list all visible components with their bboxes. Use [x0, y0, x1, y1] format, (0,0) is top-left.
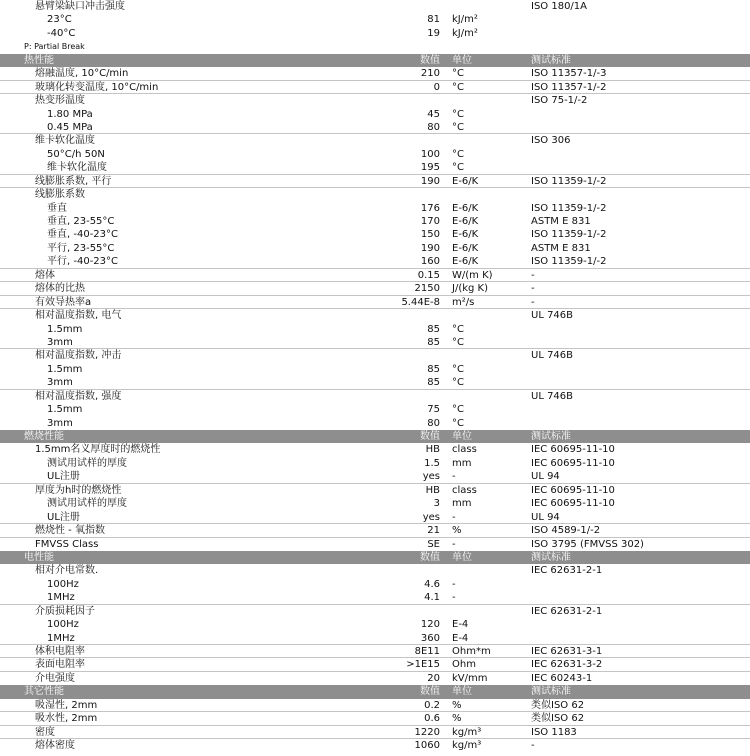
property-name: 1.5mm: [47, 404, 83, 416]
test-standard: UL 746B: [531, 350, 574, 362]
property-row: [0, 672, 750, 685]
property-row: [0, 511, 750, 524]
property-name: 密度: [35, 726, 55, 738]
property-name: -40°C: [47, 27, 76, 39]
property-value: 81: [427, 14, 440, 26]
property-unit: -: [452, 578, 456, 590]
test-standard: -: [531, 269, 535, 281]
test-standard: ISO 11359-1/-2: [531, 229, 607, 241]
property-row: [0, 726, 750, 739]
section-header-row: [0, 551, 750, 564]
section-header-row: [0, 430, 750, 443]
property-row: [0, 336, 750, 349]
value-column-header: 数值: [420, 54, 440, 66]
property-value: HB: [425, 484, 440, 496]
property-row: [0, 188, 750, 201]
property-name: 熔体密度: [35, 740, 75, 752]
property-row: [0, 417, 750, 430]
property-name: UL注册: [47, 471, 80, 483]
property-row: [0, 269, 750, 282]
property-value: 195: [420, 162, 440, 174]
test-standard: UL 94: [531, 511, 560, 523]
property-row: [0, 94, 750, 107]
property-name: 3mm: [47, 417, 73, 429]
property-value: 4.6: [424, 578, 440, 590]
property-value: 176: [420, 202, 440, 214]
value-column-header: 数值: [420, 431, 440, 442]
property-value: 80: [427, 417, 440, 429]
property-name: 线膨胀系数: [35, 189, 85, 201]
property-row: [0, 739, 750, 752]
property-name: 相对温度指数, 电气: [35, 310, 122, 322]
property-name: UL注册: [47, 511, 80, 523]
test-standard: ASTM E 831: [531, 242, 591, 254]
unit-column-header: 单位: [452, 551, 472, 563]
property-value: 19: [427, 27, 440, 39]
property-name: 1MHz: [47, 592, 75, 604]
property-row: [0, 403, 750, 416]
test-standard: IEC 60695-11-10: [531, 498, 615, 510]
test-standard: -: [531, 296, 535, 308]
property-unit: E-6/K: [452, 229, 479, 241]
property-name: 热变形温度: [35, 95, 85, 107]
property-value: 0.6: [424, 713, 440, 725]
property-value: 85: [427, 336, 440, 348]
property-unit: E-6/K: [452, 202, 479, 214]
property-name: 100Hz: [47, 619, 79, 631]
property-unit: %: [452, 699, 462, 711]
value-column-header: 数值: [420, 686, 440, 698]
property-name: 测试用试样的厚度: [47, 457, 127, 469]
property-name: 测试用试样的厚度: [47, 498, 127, 510]
property-unit: Ohm: [452, 659, 476, 671]
test-standard: ISO 4589-1/-2: [531, 525, 601, 537]
property-row: [0, 363, 750, 376]
value-column-header: 数值: [420, 551, 440, 563]
property-name: 3mm: [47, 377, 73, 389]
property-row: [0, 323, 750, 336]
property-name: 厚度为h时的燃烧性: [35, 484, 122, 496]
property-unit: kJ/m²: [452, 14, 478, 26]
property-row: [0, 296, 750, 309]
section-title: 电性能: [24, 551, 54, 563]
property-row: [0, 712, 750, 725]
property-unit: °C: [452, 417, 464, 429]
property-row: [0, 121, 750, 134]
footnote: P: Partial Break: [24, 42, 85, 52]
test-standard: UL 94: [531, 471, 560, 483]
property-value: yes: [422, 471, 440, 483]
property-value: 100: [420, 148, 440, 160]
property-name: 3mm: [47, 336, 73, 348]
property-unit: E-6/K: [452, 256, 479, 268]
property-name: 体积电阻率: [35, 646, 85, 657]
property-name: 相对温度指数, 强度: [35, 390, 122, 402]
property-name: 线膨胀系数, 平行: [35, 175, 112, 187]
property-value: 21: [427, 525, 440, 537]
property-unit: m²/s: [452, 296, 475, 308]
property-unit: -: [452, 538, 456, 550]
test-standard: UL 746B: [531, 310, 574, 322]
property-unit: Ohm*m: [452, 646, 491, 657]
property-unit: °C: [452, 404, 464, 416]
property-row: [0, 0, 750, 13]
property-unit: %: [452, 525, 462, 537]
property-unit: E-4: [452, 632, 469, 644]
property-name: 介质损耗因子: [35, 605, 95, 617]
test-standard: UL 746B: [531, 390, 574, 402]
property-unit: °C: [452, 363, 464, 375]
section-title: 其它性能: [24, 686, 64, 698]
test-standard: IEC 60695-11-10: [531, 457, 615, 469]
property-unit: °C: [452, 323, 464, 335]
property-row: [0, 134, 750, 147]
property-value: 190: [420, 242, 440, 254]
property-value: SE: [427, 538, 440, 550]
property-row: [0, 242, 750, 255]
property-name: 垂直, -40-23°C: [47, 229, 119, 241]
test-standard: ISO 11357-1/-2: [531, 81, 607, 93]
property-value: 80: [427, 121, 440, 133]
property-name: 平行, 23-55°C: [47, 242, 115, 254]
test-standard: 类似ISO 62: [531, 699, 585, 711]
property-unit: J/(kg K): [452, 283, 488, 295]
property-name: 1.5mm: [47, 323, 83, 335]
property-value: 190: [420, 175, 440, 187]
property-value: 0.2: [424, 699, 440, 711]
property-unit: E-6/K: [452, 242, 479, 254]
property-row: [0, 148, 750, 161]
property-row: [0, 376, 750, 389]
property-value: 85: [427, 323, 440, 335]
test-standard: 类似ISO 62: [531, 713, 585, 725]
property-value: 1220: [414, 726, 440, 738]
property-value: yes: [422, 511, 440, 523]
property-name: 平行, -40-23°C: [47, 256, 119, 268]
property-row: [0, 228, 750, 241]
property-value: 170: [420, 216, 440, 227]
property-row: [0, 390, 750, 403]
test-standard: IEC 60695-11-10: [531, 444, 615, 456]
property-unit: -: [452, 511, 456, 523]
property-row: [0, 309, 750, 322]
unit-column-header: 单位: [452, 54, 472, 66]
property-row: [0, 538, 750, 551]
property-value: 75: [427, 404, 440, 416]
property-name: 吸湿性, 2mm: [35, 699, 98, 711]
property-value: 360: [420, 632, 440, 644]
property-name: 1.80 MPa: [47, 108, 93, 120]
property-row: [0, 282, 750, 295]
property-row: [0, 443, 750, 456]
property-row: [0, 175, 750, 188]
property-value: 1.5: [424, 457, 440, 469]
standard-column-header: 测试标准: [531, 431, 571, 442]
property-unit: °C: [452, 121, 464, 133]
section-title: 热性能: [24, 54, 54, 66]
test-standard: IEC 62631-2-1: [531, 605, 603, 617]
property-row: [0, 658, 750, 671]
property-row: [0, 645, 750, 658]
property-unit: kJ/m²: [452, 27, 478, 39]
test-standard: ISO 1183: [531, 726, 577, 738]
property-row: [0, 81, 750, 94]
property-name: 1.5mm名义厚度时的燃烧性: [35, 444, 161, 456]
section-title: 燃烧性能: [24, 431, 64, 442]
test-standard: ISO 3795 (FMVSS 302): [531, 538, 644, 550]
test-standard: -: [531, 283, 535, 295]
test-standard: ISO 75-1/-2: [531, 95, 588, 107]
property-value: >1E15: [406, 659, 440, 671]
property-value: 85: [427, 363, 440, 375]
property-row: [0, 470, 750, 483]
property-name: 燃烧性 - 氧指数: [35, 525, 105, 537]
property-row: [0, 632, 750, 645]
test-standard: ISO 11359-1/-2: [531, 175, 607, 187]
property-unit: -: [452, 592, 456, 604]
property-unit: mm: [452, 498, 472, 510]
test-standard: -: [531, 740, 535, 752]
property-row: [0, 255, 750, 268]
property-value: 20: [427, 672, 440, 684]
property-name: 23°C: [47, 14, 72, 26]
property-row: [0, 524, 750, 537]
property-unit: kg/m³: [452, 740, 482, 752]
property-name: 吸水性, 2mm: [35, 713, 98, 725]
property-value: 210: [420, 68, 440, 80]
property-name: 有效导热率a: [35, 296, 92, 308]
property-value: 8E11: [414, 646, 440, 657]
property-row: [0, 349, 750, 362]
section-header-row: [0, 54, 750, 67]
property-name: 100Hz: [47, 578, 79, 590]
standard-column-header: 测试标准: [531, 551, 571, 563]
property-row: [0, 215, 750, 228]
property-name: 维卡软化温度: [35, 135, 95, 147]
unit-column-header: 单位: [452, 686, 472, 698]
unit-column-header: 单位: [452, 431, 472, 442]
property-row: [0, 591, 750, 604]
property-name: 悬臂梁缺口冲击强度: [35, 1, 125, 12]
property-unit: °C: [452, 108, 464, 120]
property-unit: mm: [452, 457, 472, 469]
test-standard: ISO 11359-1/-2: [531, 202, 607, 214]
property-row: [0, 497, 750, 510]
property-name: 表面电阻率: [35, 659, 85, 671]
property-unit: %: [452, 713, 462, 725]
property-name: 介电强度: [35, 672, 75, 684]
property-unit: °C: [452, 162, 464, 174]
property-value: 1060: [414, 740, 440, 752]
property-unit: E-6/K: [452, 216, 479, 227]
property-unit: W/(m K): [452, 269, 493, 281]
property-row: [0, 161, 750, 174]
test-standard: IEC 62631-3-1: [531, 646, 603, 657]
property-row: [0, 578, 750, 591]
property-value: 150: [420, 229, 440, 241]
property-row: [0, 618, 750, 631]
property-value: HB: [425, 444, 440, 456]
test-standard: IEC 62631-3-2: [531, 659, 603, 671]
property-value: 3: [433, 498, 440, 510]
standard-column-header: 测试标准: [531, 54, 571, 66]
property-name: 1MHz: [47, 632, 75, 644]
property-row: [0, 202, 750, 215]
property-row: [0, 484, 750, 497]
property-unit: kg/m³: [452, 726, 482, 738]
property-row: [0, 67, 750, 80]
property-name: 相对介电常数.: [35, 565, 99, 577]
property-name: 垂直: [47, 202, 67, 214]
property-name: 相对温度指数, 冲击: [35, 350, 122, 362]
property-name: FMVSS Class: [35, 538, 99, 550]
property-value: 120: [420, 619, 440, 631]
property-unit: °C: [452, 336, 464, 348]
test-standard: IEC 60243-1: [531, 672, 593, 684]
property-name: 玻璃化转变温度, 10°C/min: [35, 81, 159, 93]
property-name: 1.5mm: [47, 363, 83, 375]
property-unit: class: [452, 444, 477, 456]
property-name: 0.45 MPa: [47, 121, 93, 133]
property-unit: °C: [452, 68, 464, 80]
property-row: [0, 13, 750, 26]
test-standard: IEC 62631-2-1: [531, 565, 603, 577]
property-name: 50°C/h 50N: [47, 148, 105, 160]
property-value: 45: [427, 108, 440, 120]
property-name: 熔体的比热: [35, 283, 85, 295]
test-standard: ISO 11357-1/-3: [531, 68, 607, 80]
property-row: [0, 27, 750, 40]
property-unit: E-4: [452, 619, 469, 631]
property-value: 0.15: [417, 269, 440, 281]
property-row: [0, 457, 750, 470]
property-row: [0, 108, 750, 121]
property-name: 熔融温度, 10°C/min: [35, 68, 129, 80]
property-unit: °C: [452, 81, 464, 93]
property-unit: °C: [452, 377, 464, 389]
property-name: 维卡软化温度: [47, 162, 107, 174]
property-name: 垂直, 23-55°C: [47, 216, 115, 227]
property-value: 160: [420, 256, 440, 268]
property-value: 85: [427, 377, 440, 389]
property-unit: kV/mm: [452, 672, 488, 684]
footnote-row: [0, 40, 750, 53]
standard-column-header: 测试标准: [531, 686, 571, 698]
property-value: 4.1: [424, 592, 440, 604]
property-name: 熔体: [35, 269, 55, 281]
property-unit: °C: [452, 148, 464, 160]
property-unit: class: [452, 484, 477, 496]
property-unit: -: [452, 471, 456, 483]
property-unit: E-6/K: [452, 175, 479, 187]
test-standard: ASTM E 831: [531, 216, 591, 227]
property-value: 0: [433, 81, 440, 93]
property-value: 5.44E-8: [401, 296, 440, 308]
property-value: 2150: [414, 283, 440, 295]
property-row: [0, 605, 750, 618]
property-row: [0, 564, 750, 577]
test-standard: IEC 60695-11-10: [531, 484, 615, 496]
test-standard: ISO 11359-1/-2: [531, 256, 607, 268]
test-standard: ISO 180/1A: [531, 1, 588, 12]
property-row: [0, 699, 750, 712]
test-standard: ISO 306: [531, 135, 571, 147]
section-header-row: [0, 685, 750, 698]
